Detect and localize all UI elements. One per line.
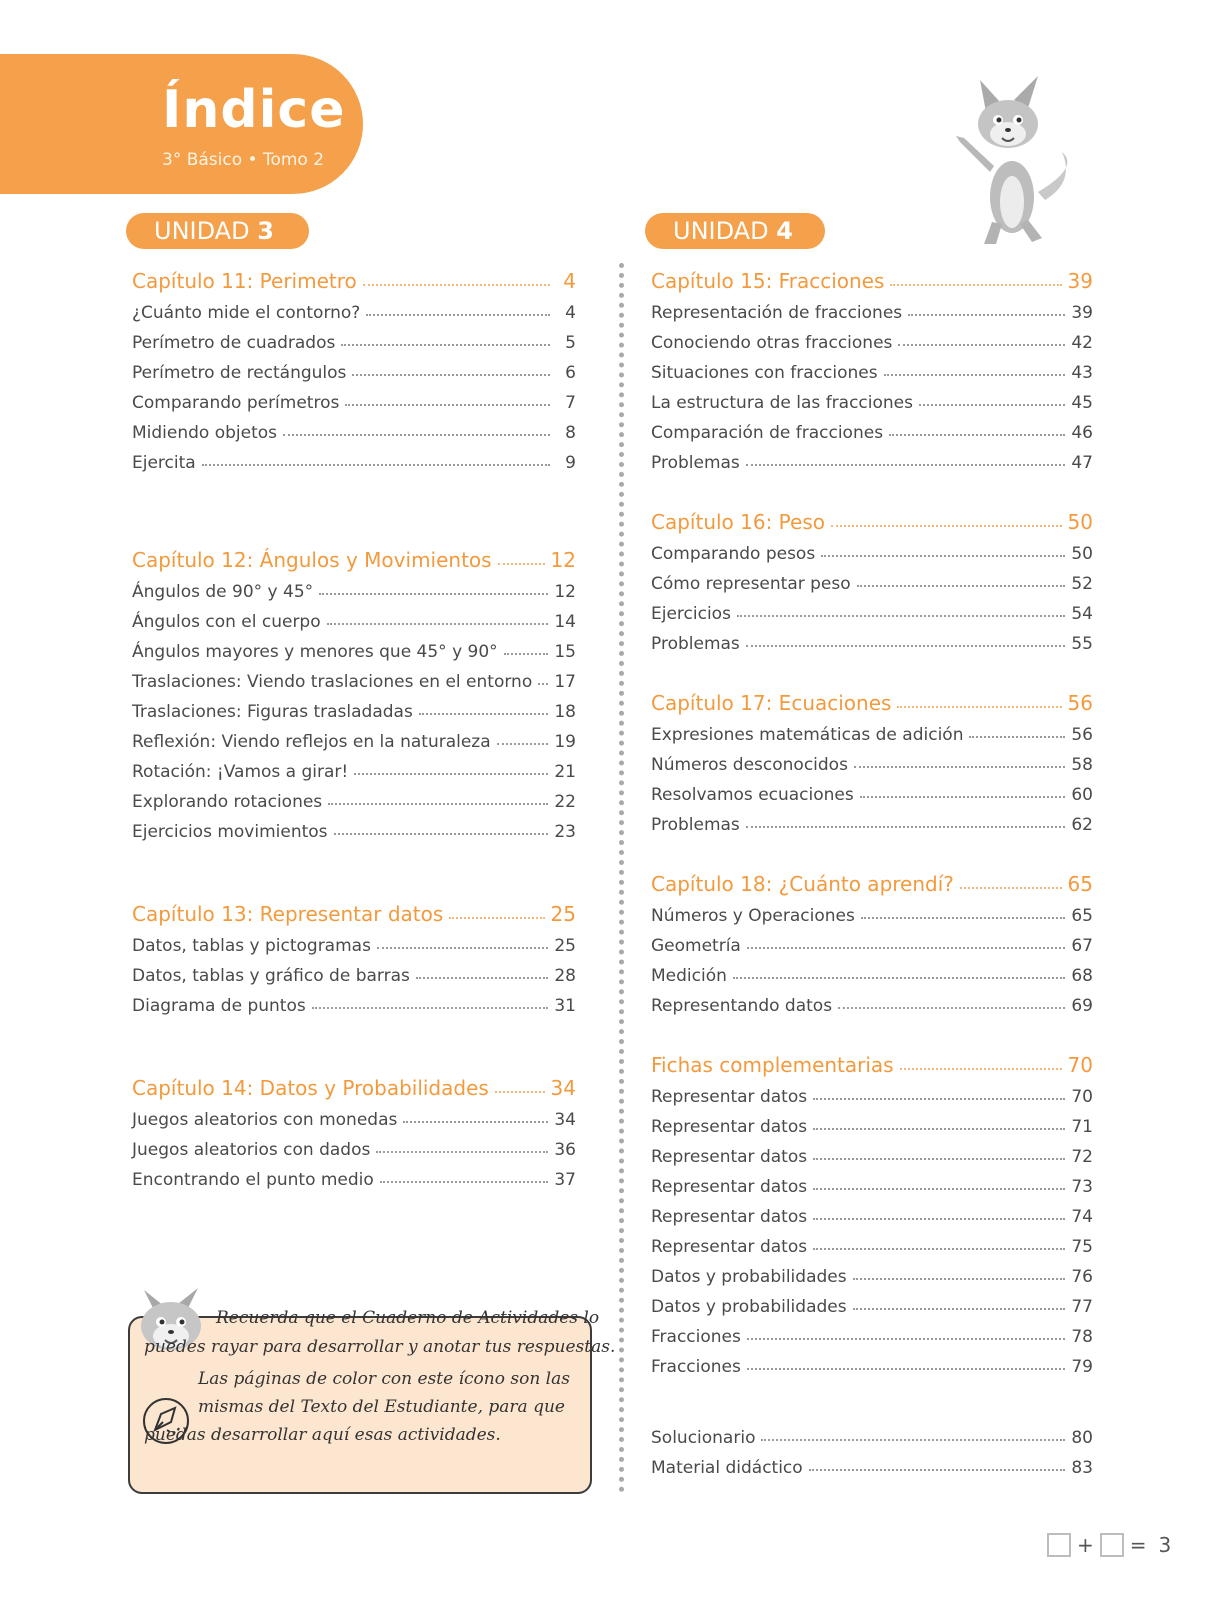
toc-section-chapter-13 — [132, 894, 576, 1016]
toc-entry[interactable]: Comparando perímetros 7 — [132, 393, 576, 413]
toc-entry[interactable]: Reflexión: Viendo reflejos en la naturaleza 19 — [132, 732, 576, 752]
toc-entry[interactable]: Representando datos 69 — [651, 996, 1093, 1016]
toc-entry[interactable]: Traslaciones: Figuras trasladadas 18 — [132, 702, 576, 722]
toc-entry[interactable]: Ejercicios 54 — [651, 604, 1093, 624]
toc-section-appendix — [651, 1418, 1093, 1478]
toc-entry[interactable]: Representar datos 71 — [651, 1117, 1093, 1137]
toc-entry[interactable]: Datos, tablas y gráfico de barras 28 — [132, 966, 576, 986]
toc-chapter-heading[interactable]: Capítulo 17: Ecuaciones 56 — [651, 691, 1093, 715]
toc-section-chapter-15 — [651, 261, 1093, 473]
unit-number: 3 — [257, 217, 274, 245]
toc-entry[interactable]: Geometría 67 — [651, 936, 1093, 956]
toc-entry[interactable]: Representar datos 70 — [651, 1087, 1093, 1107]
unit-label: UNIDAD — [154, 217, 250, 245]
toc-entry[interactable]: Representar datos 75 — [651, 1237, 1093, 1257]
toc-entry[interactable]: Comparando pesos 50 — [651, 544, 1093, 564]
toc-entry[interactable]: Traslaciones: Viendo traslaciones en el entorno 17 — [132, 672, 576, 692]
toc-entry[interactable]: Problemas 47 — [651, 453, 1093, 473]
toc-entry[interactable]: Comparación de fracciones 46 — [651, 423, 1093, 443]
toc-entry[interactable]: Problemas 55 — [651, 634, 1093, 654]
unit-label: UNIDAD — [673, 217, 769, 245]
toc-entry[interactable]: Datos y probabilidades 77 — [651, 1297, 1093, 1317]
toc-entry[interactable]: Medición 68 — [651, 966, 1093, 986]
toc-entry[interactable]: Diagrama de puntos 31 — [132, 996, 576, 1016]
toc-entry[interactable]: Solucionario 80 — [651, 1428, 1093, 1448]
toc-entry[interactable]: Rotación: ¡Vamos a girar! 21 — [132, 762, 576, 782]
empty-square-icon — [1100, 1533, 1124, 1557]
toc-entry[interactable]: Representación de fracciones 39 — [651, 303, 1093, 323]
page-footer — [1047, 1533, 1177, 1557]
toc-entry[interactable]: Expresiones matemáticas de adición 56 — [651, 725, 1093, 745]
column-divider — [619, 263, 624, 1493]
toc-chapter-heading[interactable]: Capítulo 13: Representar datos 25 — [132, 902, 576, 926]
toc-section-chapter-14 — [132, 1068, 576, 1190]
toc-entry[interactable]: Ángulos mayores y menores que 45° y 90° 15 — [132, 642, 576, 662]
toc-entry[interactable]: Números y Operaciones 65 — [651, 906, 1093, 926]
toc-section-chapter-12 — [132, 540, 576, 842]
toc-entry[interactable]: Juegos aleatorios con monedas 34 — [132, 1110, 576, 1130]
unit-4-pill — [645, 213, 825, 249]
toc-entry[interactable]: Problemas 62 — [651, 815, 1093, 835]
toc-entry[interactable]: Resolvamos ecuaciones 60 — [651, 785, 1093, 805]
note-line-5: puedas desarrollar aquí esas actividades. — [144, 1425, 501, 1445]
unit-number: 4 — [776, 217, 793, 245]
toc-entry[interactable]: Midiendo objetos 8 — [132, 423, 576, 443]
toc-entry[interactable]: Números desconocidos 58 — [651, 755, 1093, 775]
toc-chapter-heading[interactable]: Fichas complementarias 70 — [651, 1053, 1093, 1077]
toc-chapter-heading[interactable]: Capítulo 15: Fracciones 39 — [651, 269, 1093, 293]
unit-3-pill — [126, 213, 309, 249]
toc-entry[interactable]: Perímetro de rectángulos 6 — [132, 363, 576, 383]
fox-mascot-illustration — [950, 72, 1082, 252]
toc-entry[interactable]: Encontrando el punto medio 37 — [132, 1170, 576, 1190]
page-subtitle: 3° Básico • Tomo 2 — [162, 150, 325, 170]
note-line-1: Recuerda que el Cuaderno de Actividades lo — [216, 1308, 600, 1328]
toc-entry[interactable]: Representar datos 73 — [651, 1177, 1093, 1197]
page-number: 3 — [1158, 1533, 1172, 1557]
toc-entry[interactable]: Conociendo otras fracciones 42 — [651, 333, 1093, 353]
toc-entry[interactable]: Representar datos 72 — [651, 1147, 1093, 1167]
note-line-3: Las páginas de color con este ícono son las — [198, 1369, 570, 1389]
toc-entry[interactable]: Ejercicios movimientos 23 — [132, 822, 576, 842]
toc-entry[interactable]: ¿Cuánto mide el contorno? 4 — [132, 303, 576, 323]
toc-entry[interactable]: Explorando rotaciones 22 — [132, 792, 576, 812]
toc-entry[interactable]: Ángulos de 90° y 45° 12 — [132, 582, 576, 602]
toc-entry[interactable]: Representar datos 74 — [651, 1207, 1093, 1227]
equals-sign: = — [1129, 1533, 1147, 1557]
toc-chapter-heading[interactable]: Capítulo 18: ¿Cuánto aprendí? 65 — [651, 872, 1093, 896]
toc-entry[interactable]: La estructura de las fracciones 45 — [651, 393, 1093, 413]
toc-entry[interactable]: Datos y probabilidades 76 — [651, 1267, 1093, 1287]
toc-chapter-heading[interactable]: Capítulo 16: Peso 50 — [651, 510, 1093, 534]
toc-section-chapter-18 — [651, 864, 1093, 1016]
toc-entry[interactable]: Fracciones 78 — [651, 1327, 1093, 1347]
toc-chapter-heading[interactable]: Capítulo 11: Perimetro 4 — [132, 269, 576, 293]
toc-entry[interactable]: Ejercita 9 — [132, 453, 576, 473]
toc-section-chapter-11 — [132, 261, 576, 473]
toc-entry[interactable]: Fracciones 79 — [651, 1357, 1093, 1377]
toc-entry[interactable]: Datos, tablas y pictogramas 25 — [132, 936, 576, 956]
toc-entry[interactable]: Perímetro de cuadrados 5 — [132, 333, 576, 353]
toc-section-chapter-16 — [651, 502, 1093, 654]
toc-chapter-heading[interactable]: Capítulo 12: Ángulos y Movimientos 12 — [132, 548, 576, 572]
page-title: Índice — [162, 80, 346, 140]
note-line-2: puedes rayar para desarrollar y anotar tus respuestas. — [144, 1337, 616, 1357]
toc-entry[interactable]: Cómo representar peso 52 — [651, 574, 1093, 594]
toc-section-fichas — [651, 1045, 1093, 1377]
toc-entry[interactable]: Material didáctico 83 — [651, 1458, 1093, 1478]
toc-section-chapter-17 — [651, 683, 1093, 835]
toc-chapter-heading[interactable]: Capítulo 14: Datos y Probabilidades 34 — [132, 1076, 576, 1100]
plus-sign: + — [1077, 1533, 1094, 1557]
toc-entry[interactable]: Situaciones con fracciones 43 — [651, 363, 1093, 383]
toc-entry[interactable]: Ángulos con el cuerpo 14 — [132, 612, 576, 632]
toc-entry[interactable]: Juegos aleatorios con dados 36 — [132, 1140, 576, 1160]
note-line-4: mismas del Texto del Estudiante, para que — [198, 1397, 565, 1417]
empty-square-icon — [1047, 1533, 1071, 1557]
